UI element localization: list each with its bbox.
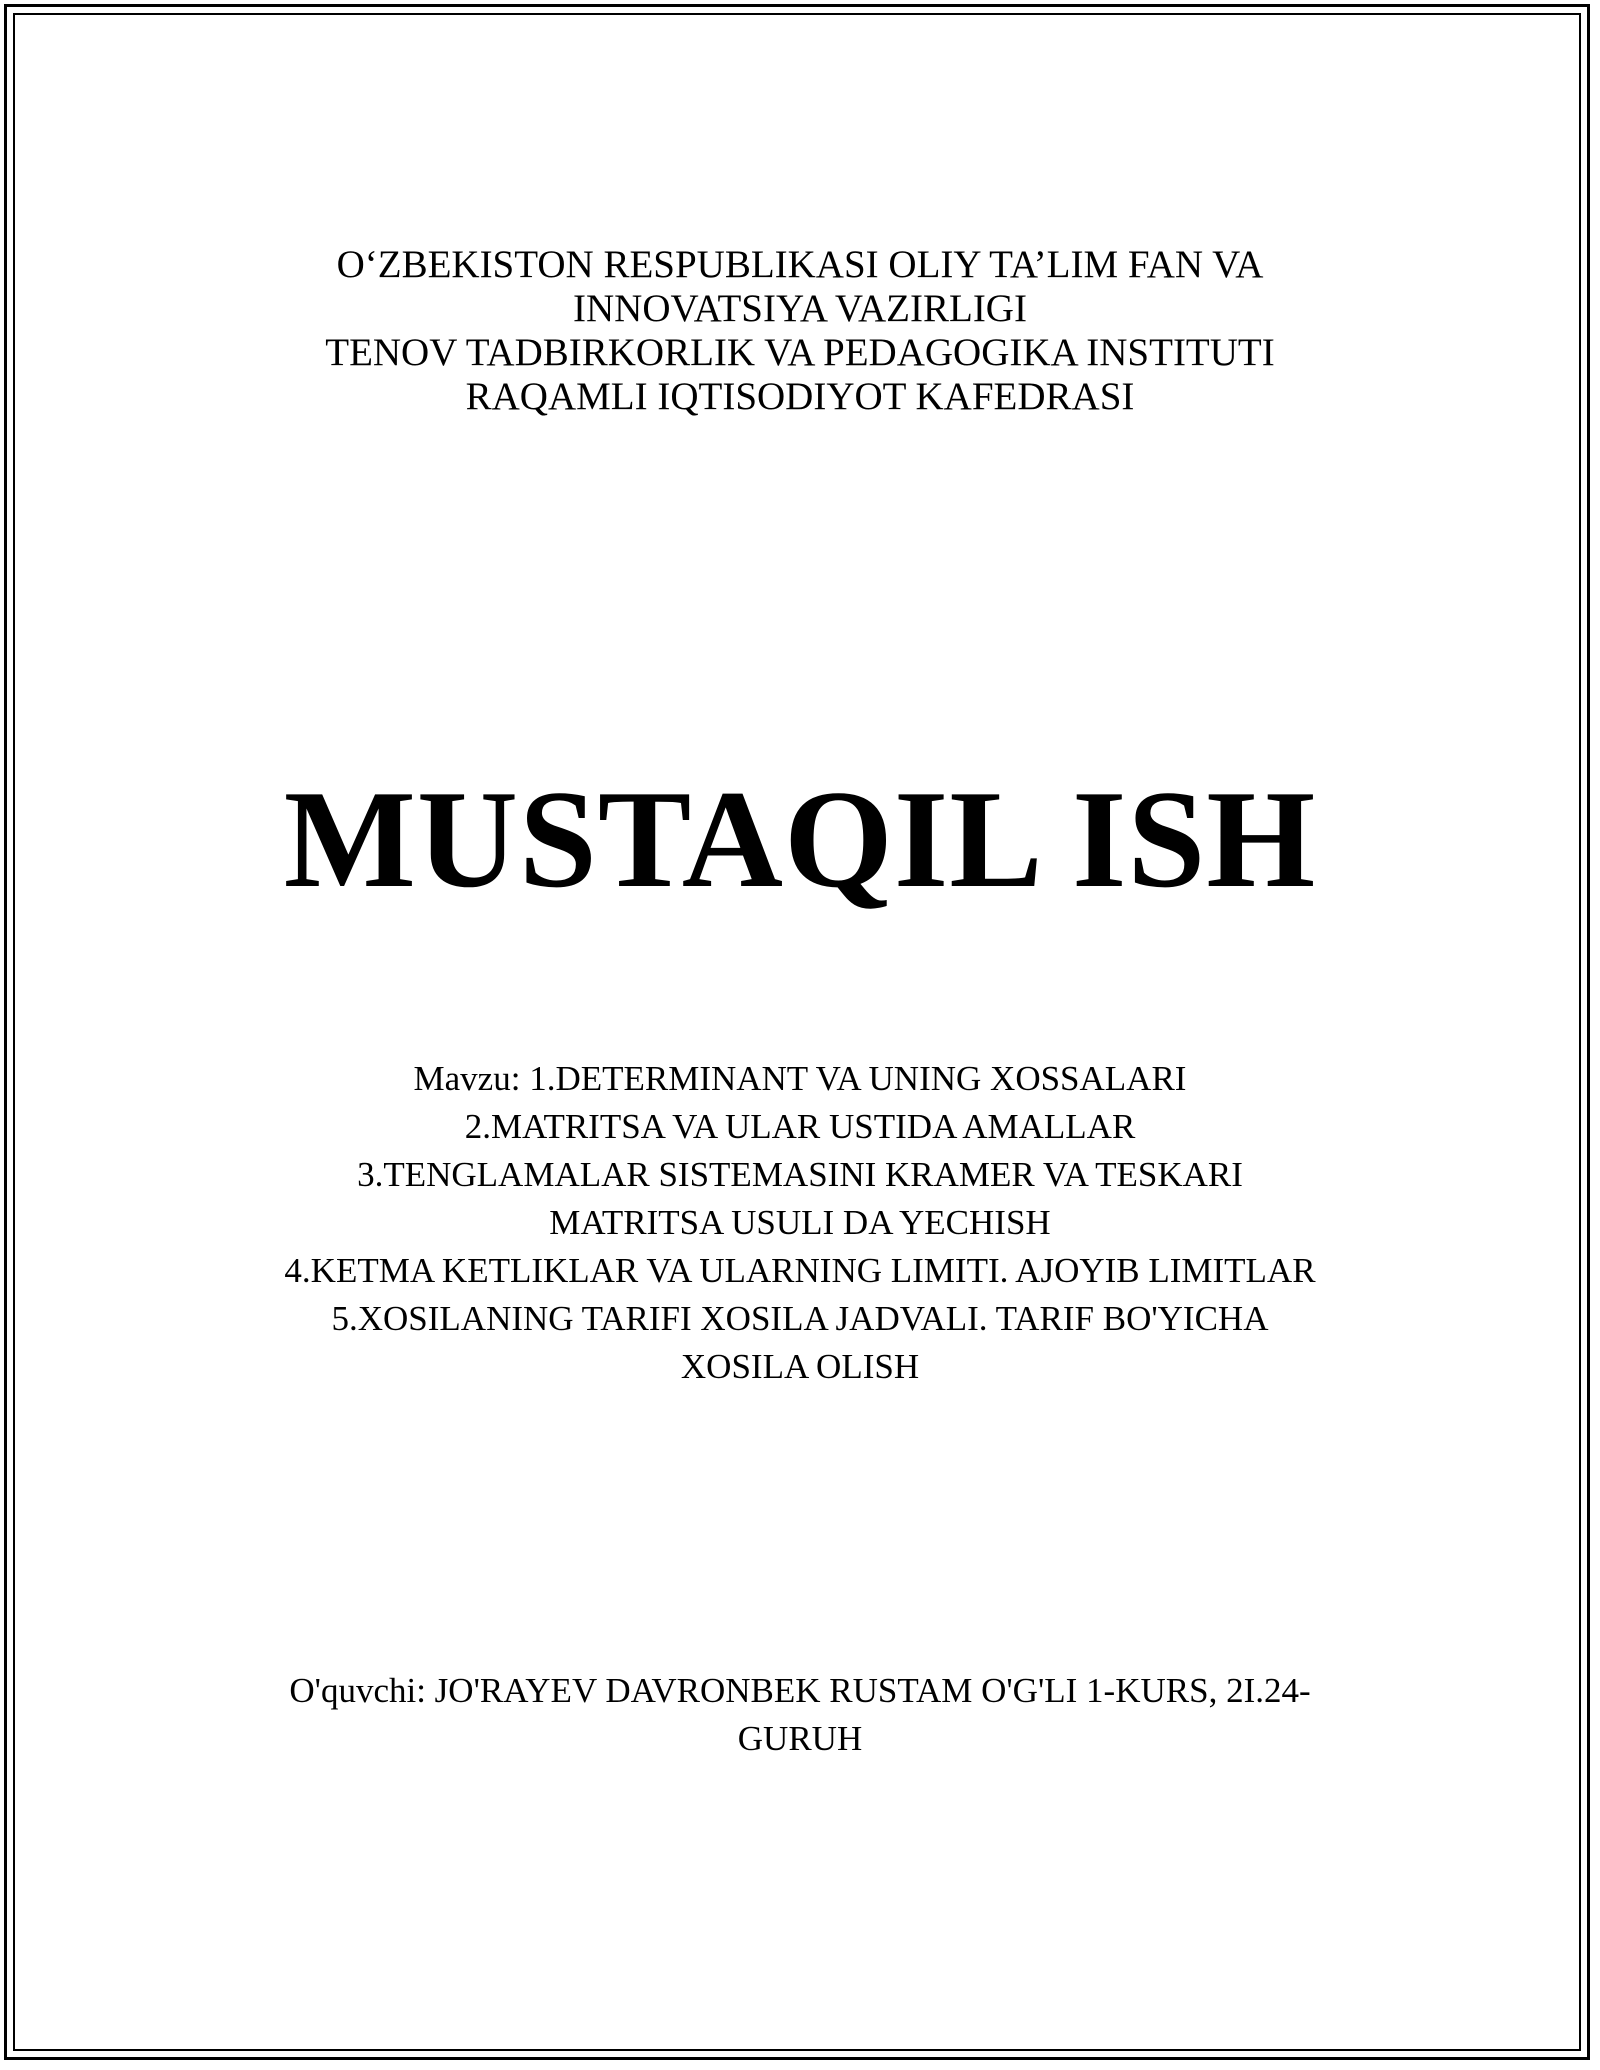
- topic-line-6: 5.XOSILANING TARIFI XOSILA JADVALI. TARIF BO'YICHA: [331, 1299, 1269, 1338]
- title-block: [0, 760, 1600, 920]
- topic-line-1: Mavzu: 1.DETERMINANT VA UNING XOSSALARI: [413, 1059, 1187, 1098]
- document-title: MUSTAQIL ISH: [283, 762, 1317, 917]
- student-line-1: O'quvchi: JO'RAYEV DAVRONBEK RUSTAM O'G'LI 1-KURS, 2I.24-: [289, 1671, 1311, 1710]
- topic-line-3: 3.TENGLAMALAR SISTEMASINI KRAMER VA TESKARI: [357, 1155, 1243, 1194]
- header-line-ministry-2: INNOVATSIYA VAZIRLIGI: [573, 287, 1027, 330]
- topic-block: [0, 1055, 1600, 1391]
- topic-line-5: 4.KETMA KETLIKLAR VA ULARNING LIMITI. AJOYIB LIMITLAR: [284, 1251, 1316, 1290]
- student-block: [0, 1667, 1600, 1763]
- institution-header: [0, 243, 1600, 419]
- header-line-department: RAQAMLI IQTISODIYOT KAFEDRASI: [465, 375, 1135, 418]
- header-line-institute: TENOV TADBIRKORLIK VA PEDAGOGIKA INSTITUTI: [325, 331, 1275, 374]
- student-line-2: GURUH: [737, 1719, 863, 1758]
- topic-line-7: XOSILA OLISH: [680, 1347, 920, 1386]
- topic-line-2: 2.MATRITSA VA ULAR USTIDA AMALLAR: [464, 1107, 1136, 1146]
- topic-line-4: MATRITSA USULI DA YECHISH: [549, 1203, 1051, 1242]
- header-line-ministry-1: O‘ZBEKISTON RESPUBLIKASI OLIY TA’LIM FAN VA: [336, 243, 1264, 286]
